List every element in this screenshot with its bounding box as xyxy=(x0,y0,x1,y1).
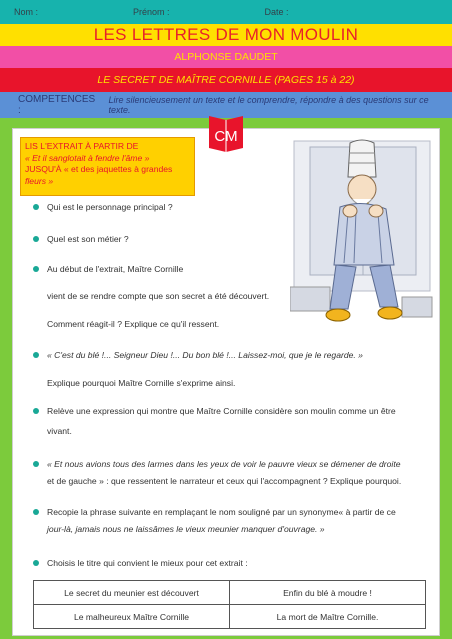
book-title: LES LETTRES DE MON MOULIN xyxy=(0,24,452,46)
question-4-line-1: « C'est du blé !... Seigneur Dieu !... Du bon blé !... Laissez-moi, que je le regarde. » xyxy=(47,350,363,360)
choice-cell: Enfin du blé à moudre ! xyxy=(230,581,426,605)
extract-instructions-box xyxy=(20,137,195,196)
title-choices-table xyxy=(33,580,426,629)
bullet-dot-3 xyxy=(33,266,39,272)
extract-line-4: fleurs » xyxy=(25,175,54,186)
choice-cell: Le malheureux Maître Cornille xyxy=(34,605,230,629)
table-row xyxy=(34,581,426,605)
extract-line-3: JUSQU'À « et des jaquettes à grandes xyxy=(25,164,173,174)
question-5-line-1: Relève une expression qui montre que Maître Cornille considère son moulin comme un être xyxy=(47,406,396,416)
name-label: Nom : xyxy=(14,7,39,17)
question-1: Qui est le personnage principal ? xyxy=(47,202,173,212)
table-row xyxy=(34,605,426,629)
question-6-line-2: et de gauche » : que ressentent le narrateur et ceux qui l'accompagnent ? Explique pourquoi. xyxy=(47,476,402,486)
question-3-line-1: Au début de l'extrait, Maître Cornille xyxy=(47,264,184,274)
date-label: Date : xyxy=(264,7,289,17)
choice-cell: Le secret du meunier est découvert xyxy=(34,581,230,605)
question-3-line-3: Comment réagit-il ? Explique ce qu'il ressent. xyxy=(47,319,220,329)
question-7-line-2: jour-là, jamais nous ne laissâmes le vieux meunier manquer d'ouvrage. » xyxy=(47,524,325,534)
chapter-subtitle: LE SECRET DE MAÎTRE CORNILLE (PAGES 15 à 22) xyxy=(0,68,452,92)
bullet-dot-1 xyxy=(33,204,39,210)
competences-label: COMPETENCES : xyxy=(18,94,96,116)
question-8: Choisis le titre qui convient le mieux pour cet extrait : xyxy=(47,558,248,568)
extract-line-1: LIS L'EXTRAIT À PARTIR DE xyxy=(25,141,139,151)
bullet-dot-5 xyxy=(33,408,39,414)
extract-line-2: « Et il sanglotait à fendre l'âme » xyxy=(25,152,150,163)
question-5-line-2: vivant. xyxy=(47,426,72,436)
question-7-line-1: Recopie la phrase suivante en remplaçant le nom souligné par un synonyme« à partir de ce xyxy=(47,507,396,517)
question-2: Quel est son métier ? xyxy=(47,234,129,244)
firstname-label: Prénom : xyxy=(133,7,170,17)
competences-text: Lire silencieusement un texte et le comprendre, répondre à des questions sur ce texte. xyxy=(108,95,429,115)
logo-text: CM xyxy=(214,128,238,145)
question-4-line-2: Explique pourquoi Maître Cornille s'exprime ainsi. xyxy=(47,378,236,388)
name-date-band xyxy=(0,0,452,24)
choice-cell: La mort de Maître Cornille. xyxy=(230,605,426,629)
bullet-dot-6 xyxy=(33,461,39,467)
bullet-dot-4 xyxy=(33,352,39,358)
miller-illustration xyxy=(290,137,435,333)
question-3-line-2: vient de se rendre compte que son secret a été découvert. xyxy=(47,291,270,301)
cm-book-logo-icon xyxy=(207,112,245,154)
bullet-dot-2 xyxy=(33,236,39,242)
bullet-dot-8 xyxy=(33,560,39,566)
question-6-line-1: « Et nous avions tous des larmes dans les yeux de voir le pauvre vieux se démener de droite xyxy=(47,459,401,469)
author-name: ALPHONSE DAUDET xyxy=(0,46,452,68)
bullet-dot-7 xyxy=(33,509,39,515)
